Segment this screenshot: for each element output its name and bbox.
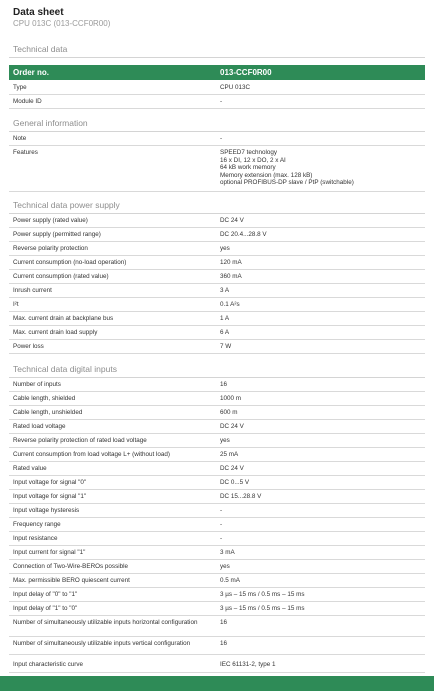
row-value: -: [220, 535, 223, 542]
row-key: Input characteristic curve: [13, 661, 83, 668]
row-key: Input voltage for signal "1": [13, 493, 87, 500]
row-value: 3 µs – 15 ms / 0.5 ms – 15 ms: [220, 591, 305, 598]
row-value: yes: [220, 437, 230, 444]
table-row: [9, 81, 425, 95]
row-value: -: [220, 507, 223, 514]
table-row: [9, 616, 425, 637]
table-row: [9, 490, 425, 504]
row-key: Connection of Two-Wire-BEROs possible: [13, 563, 129, 570]
table-row: [9, 448, 425, 462]
table-row: [9, 95, 425, 109]
row-value: 16: [220, 619, 228, 626]
row-key: Frequency range: [13, 521, 61, 528]
table-row: [9, 574, 425, 588]
row-value: 3 µs – 15 ms / 0.5 ms – 15 ms: [220, 605, 305, 612]
row-key: Cable length, unshielded: [13, 409, 83, 416]
row-key: Current consumption (rated value): [13, 273, 109, 280]
row-key: Power loss: [13, 343, 44, 350]
row-value: 1000 m: [220, 395, 242, 402]
row-value: yes: [220, 563, 230, 570]
row-key: Number of simultaneously utilizable inputs vertical configuration: [13, 640, 191, 647]
table-row: [9, 518, 425, 532]
row-value: 16: [220, 640, 228, 647]
table-row: [9, 340, 425, 354]
row-value: CPU 013C: [220, 84, 251, 91]
table-row: [9, 658, 425, 673]
row-key: Max. permissible BERO quiescent current: [13, 577, 130, 584]
table-row: [9, 284, 425, 298]
row-value: 0.5 mA: [220, 577, 240, 584]
row-key: Input voltage hysteresis: [13, 507, 80, 514]
row-key: I²t: [13, 301, 19, 308]
table-row: [9, 532, 425, 546]
row-value: DC 24 V: [220, 217, 244, 224]
row-key: Input current for signal "1": [13, 549, 86, 556]
row-value: 120 mA: [220, 259, 242, 266]
row-value: 600 m: [220, 409, 238, 416]
table-row: [9, 214, 425, 228]
section-technical-data: Technical data: [13, 44, 68, 54]
order-header-row: [9, 65, 425, 80]
row-value: -: [220, 98, 223, 105]
order-header-key: Order no.: [13, 68, 50, 77]
table-row: [9, 146, 425, 192]
row-value: 360 mA: [220, 273, 242, 280]
row-key: Input resistance: [13, 535, 58, 542]
row-key: Reverse polarity protection: [13, 245, 88, 252]
row-key: Power supply (rated value): [13, 217, 88, 224]
row-key: Number of simultaneously utilizable inputs horizontal configuration: [13, 619, 198, 626]
row-key: Max. current drain load supply: [13, 329, 98, 336]
row-value: 0.1 A²s: [220, 301, 240, 308]
doc-title: Data sheet: [13, 7, 64, 18]
row-key: Current consumption from load voltage L+ (without load): [13, 451, 170, 458]
row-value: 7 W: [220, 343, 232, 350]
row-key: Module ID: [13, 98, 42, 105]
row-value: DC 20.4...28.8 V: [220, 231, 267, 238]
row-key: Type: [13, 84, 27, 91]
row-value: DC 15...28.8 V: [220, 493, 262, 500]
table-row: [9, 326, 425, 340]
row-value: 1 A: [220, 315, 230, 322]
row-key: Rated load voltage: [13, 423, 66, 430]
row-key: Number of inputs: [13, 381, 61, 388]
table-row: [9, 588, 425, 602]
table-row: [9, 462, 425, 476]
row-value: IEC 61131-2, type 1: [220, 661, 276, 668]
row-value: DC 24 V: [220, 465, 244, 472]
row-key: Current consumption (no-load operation): [13, 259, 127, 266]
row-key: Power supply (permitted range): [13, 231, 101, 238]
row-value: yes: [220, 245, 230, 252]
table-row: [9, 378, 425, 392]
table-row: [9, 392, 425, 406]
row-value: -: [220, 521, 223, 528]
table-row: [9, 476, 425, 490]
table-row: [9, 420, 425, 434]
row-value: 6 A: [220, 329, 230, 336]
row-value: 16: [220, 381, 228, 388]
doc-subtitle: CPU 013C (013-CCF0R00): [13, 19, 111, 28]
row-value: SPEED7 technology 16 x DI, 12 x DO, 2 x AI 64 kB work memory Memory extension (max. 128 kB) optional PROFIBUS-DP slave / PtP (switchable): [220, 149, 354, 186]
section-divider: [9, 57, 425, 58]
row-key: Max. current drain at backplane bus: [13, 315, 114, 322]
table-row: [9, 637, 425, 655]
table-row: [9, 504, 425, 518]
section-power-supply: Technical data power supply: [13, 200, 120, 210]
row-key: Rated value: [13, 465, 47, 472]
table-row: [9, 546, 425, 560]
row-value: DC 24 V: [220, 423, 244, 430]
row-value: 25 mA: [220, 451, 239, 458]
row-key: Input voltage for signal "0": [13, 479, 87, 486]
table-row: [9, 242, 425, 256]
section-general-information: General information: [13, 118, 88, 128]
row-value: DC 0...5 V: [220, 479, 250, 486]
row-key: Input delay of "0" to "1": [13, 591, 78, 598]
row-key: Reverse polarity protection of rated load voltage: [13, 437, 147, 444]
table-row: [9, 560, 425, 574]
table-row: [9, 312, 425, 326]
footer-bar: [0, 676, 434, 691]
row-key: Input delay of "1" to "0": [13, 605, 78, 612]
table-row: [9, 298, 425, 312]
row-key: Cable length, shielded: [13, 395, 76, 402]
row-key: Inrush current: [13, 287, 52, 294]
table-row: [9, 406, 425, 420]
row-key: Features: [13, 149, 38, 156]
table-row: [9, 256, 425, 270]
table-row: [9, 602, 425, 616]
section-digital-inputs: Technical data digital inputs: [13, 364, 117, 374]
order-header-value: 013-CCF0R00: [220, 68, 272, 77]
row-value: 3 A: [220, 287, 230, 294]
row-key: Note: [13, 135, 27, 142]
table-row: [9, 270, 425, 284]
table-row: [9, 434, 425, 448]
row-value: 3 mA: [220, 549, 235, 556]
table-row: [9, 132, 425, 146]
row-value: -: [220, 135, 223, 142]
table-row: [9, 228, 425, 242]
